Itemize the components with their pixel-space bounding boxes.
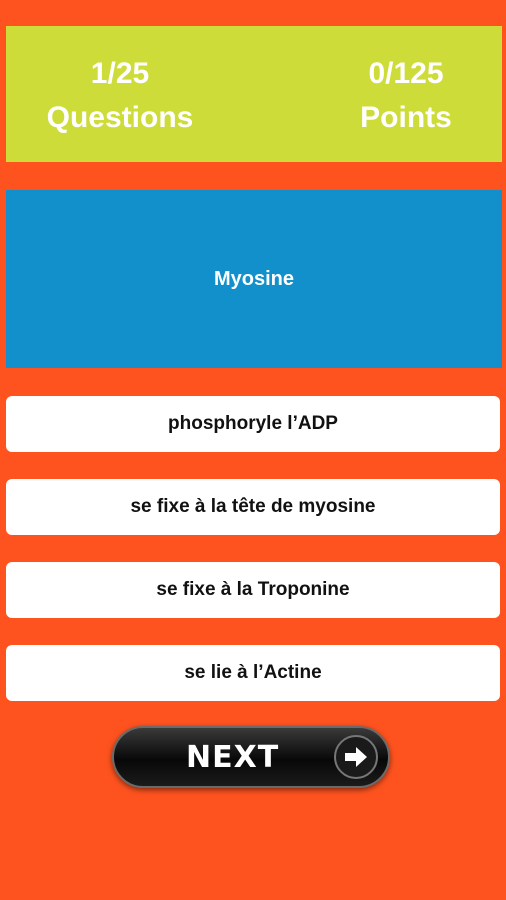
next-button[interactable]: [112, 726, 390, 788]
answer-option-4[interactable]: [6, 645, 500, 701]
question-panel: [6, 190, 502, 368]
answer-option-3[interactable]: [6, 562, 500, 618]
score-panel: [6, 26, 502, 162]
points-counter: [306, 52, 506, 140]
questions-counter: [20, 52, 220, 140]
answer-option-1[interactable]: [6, 396, 500, 452]
arrow-right-icon: [334, 735, 378, 779]
answer-option-2[interactable]: [6, 479, 500, 535]
arrow-right-icon-shape: [343, 745, 369, 769]
points-label: Points: [360, 101, 452, 134]
answer-option-label: phosphoryle l’ADP: [168, 413, 338, 434]
answer-option-label: se fixe à la Troponine: [156, 579, 350, 600]
questions-value: 1/25: [90, 57, 150, 90]
answer-option-label: se lie à l’Actine: [184, 662, 322, 683]
questions-label: Questions: [46, 101, 194, 134]
points-value: 0/125: [368, 57, 444, 90]
answer-option-label: se fixe à la tête de myosine: [130, 496, 376, 517]
question-text: Myosine: [213, 267, 295, 290]
next-button-label: NEXT: [186, 740, 280, 775]
